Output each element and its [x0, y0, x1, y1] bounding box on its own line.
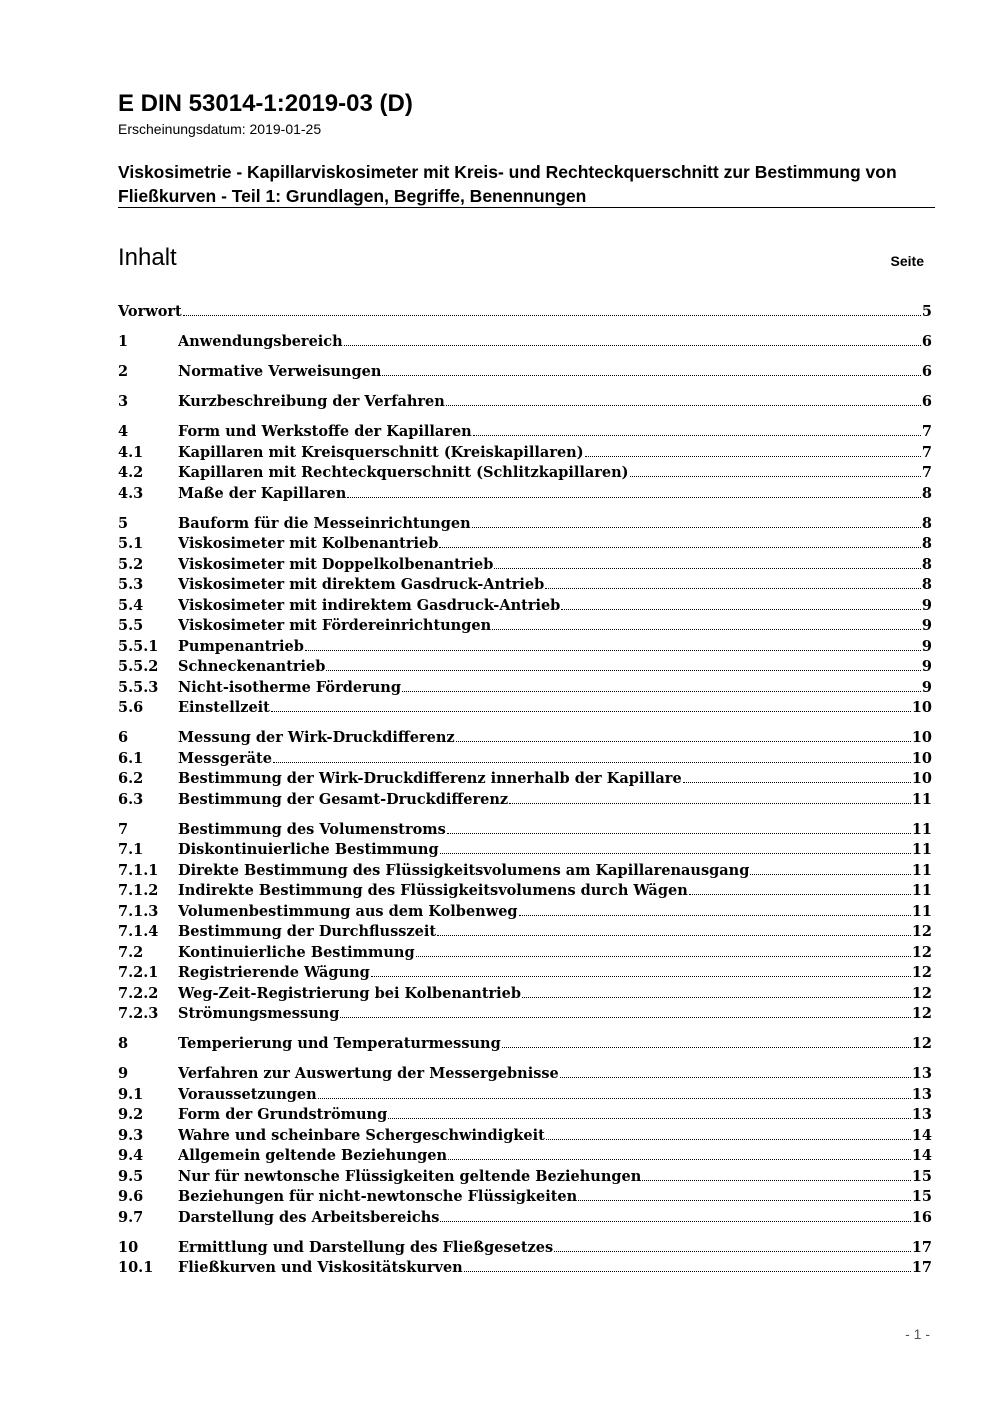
toc-entry[interactable]	[118, 1004, 932, 1025]
toc-entry-number: 9	[118, 1065, 129, 1082]
toc-entry-page: 9	[921, 617, 932, 634]
toc-entry-title: Temperierung und Temperaturmessung	[178, 1035, 501, 1052]
toc-group	[118, 392, 932, 413]
toc-group	[118, 422, 932, 504]
toc-dot-leader	[448, 1159, 911, 1160]
toc-dot-leader	[439, 547, 921, 548]
toc-entry-title: Strömungsmessung	[178, 1005, 340, 1022]
toc-entry-page: 14	[911, 1147, 932, 1164]
toc-group	[118, 362, 932, 383]
toc-entry-page: 12	[911, 1035, 932, 1052]
toc-entry-page: 13	[911, 1085, 932, 1103]
toc-dot-leader	[371, 976, 911, 977]
toc-dot-leader	[464, 1271, 911, 1272]
toc-dot-leader	[519, 915, 911, 916]
toc-entry-title: Wahre und scheinbare Schergeschwindigkeit	[178, 1126, 545, 1144]
toc-entry[interactable]	[118, 922, 932, 943]
toc-entry[interactable]	[118, 1146, 932, 1167]
toc-dot-leader	[388, 1118, 911, 1119]
toc-entry[interactable]	[118, 1126, 932, 1147]
toc-dot-leader	[750, 874, 910, 875]
toc-group	[118, 332, 932, 353]
toc-entry-number: Vorwort	[118, 303, 182, 320]
table-of-contents	[118, 302, 932, 1288]
toc-dot-leader	[344, 345, 921, 346]
toc-entry[interactable]	[118, 422, 932, 443]
toc-entry[interactable]	[118, 463, 932, 484]
toc-entry-number: 6.1	[118, 749, 144, 767]
toc-entry-title: Direkte Bestimmung des Flüssigkeitsvolumens am Kapillarenausgang	[178, 861, 750, 879]
toc-entry-title: Form und Werkstoffe der Kapillaren	[178, 423, 472, 440]
toc-entry-number: 6	[118, 729, 129, 746]
toc-dot-leader	[447, 833, 911, 834]
toc-group	[118, 1064, 932, 1228]
toc-dot-leader	[318, 1098, 911, 1099]
toc-entry-title: Kurzbeschreibung der Verfahren	[178, 393, 445, 410]
toc-entry-number: 7.1.3	[118, 902, 159, 920]
toc-entry-title: Viskosimeter mit direktem Gasdruck-Antrieb	[178, 576, 545, 593]
toc-entry-number: 4	[118, 423, 129, 440]
toc-entry-page: 12	[911, 923, 932, 940]
toc-entry[interactable]	[118, 637, 932, 658]
toc-entry[interactable]	[118, 769, 932, 790]
toc-entry-title: Bestimmung des Volumenstroms	[178, 820, 446, 838]
toc-entry[interactable]	[118, 392, 932, 413]
toc-entry-number: 4.3	[118, 484, 144, 502]
toc-entry-title: Voraussetzungen	[178, 1085, 317, 1103]
toc-dot-leader	[416, 956, 911, 957]
toc-entry-title: Viskosimeter mit Doppelkolbenantrieb	[178, 555, 494, 573]
toc-entry-title: Indirekte Bestimmung des Flüssigkeitsvolumens durch Wägen	[178, 882, 688, 899]
toc-entry[interactable]	[118, 596, 932, 617]
toc-entry-number: 7.2.1	[118, 964, 159, 981]
toc-entry[interactable]	[118, 302, 932, 323]
toc-entry-page: 12	[911, 984, 932, 1002]
toc-entry-page: 8	[921, 535, 932, 552]
toc-entry-number: 7.1.1	[118, 861, 159, 879]
toc-entry-page: 11	[911, 820, 932, 838]
toc-entry-page: 8	[921, 514, 932, 532]
toc-entry-title: Bestimmung der Gesamt-Druckdifferenz	[178, 790, 509, 808]
toc-entry-title: Kapillaren mit Kreisquerschnitt (Kreiskapillaren)	[178, 443, 584, 461]
toc-dot-leader	[522, 997, 911, 998]
toc-entry-number: 9.5	[118, 1167, 144, 1185]
toc-entry[interactable]	[118, 1187, 932, 1208]
toc-entry-title: Normative Verweisungen	[178, 363, 382, 380]
toc-dot-leader	[492, 629, 921, 630]
toc-entry-page: 11	[911, 882, 932, 899]
toc-entry[interactable]	[118, 728, 932, 749]
toc-entry[interactable]	[118, 1208, 932, 1229]
toc-entry[interactable]	[118, 698, 932, 719]
toc-entry-title: Kontinuierliche Bestimmung	[178, 943, 415, 961]
toc-entry-page: 8	[921, 555, 932, 573]
toc-dot-leader	[402, 691, 921, 692]
toc-entry-page: 11	[911, 790, 932, 808]
toc-entry[interactable]	[118, 881, 932, 902]
toc-entry-page: 16	[911, 1208, 932, 1226]
toc-entry[interactable]	[118, 362, 932, 383]
toc-entry-number: 7.2.3	[118, 1005, 159, 1022]
toc-entry-number: 5.5	[118, 617, 144, 634]
toc-entry-number: 9.3	[118, 1126, 144, 1144]
toc-entry-title: Kapillaren mit Rechteckquerschnitt (Schlitzkapillaren)	[178, 464, 629, 481]
toc-entry[interactable]	[118, 534, 932, 555]
toc-entry-page: 6	[921, 393, 932, 410]
toc-entry-page: 13	[911, 1065, 932, 1082]
toc-dot-leader	[472, 527, 921, 528]
toc-entry-title: Nicht-isotherme Förderung	[178, 678, 401, 696]
toc-entry-number: 10.1	[118, 1259, 154, 1276]
document-id: E DIN 53014-1:2019-03 (D)	[118, 90, 413, 117]
toc-entry-page: 15	[911, 1167, 932, 1185]
toc-dot-leader	[546, 1139, 911, 1140]
toc-entry[interactable]	[118, 963, 932, 984]
toc-dot-leader	[502, 1047, 911, 1048]
toc-dot-leader	[440, 853, 911, 854]
toc-entry-title: Pumpenantrieb	[178, 637, 304, 655]
toc-group	[118, 514, 932, 719]
toc-entry-number: 9.7	[118, 1208, 144, 1226]
toc-dot-leader	[642, 1180, 911, 1181]
toc-entry-title: Form der Grundströmung	[178, 1106, 388, 1123]
page-number: - 1 -	[905, 1326, 930, 1342]
title-divider	[118, 207, 935, 208]
toc-entry-title: Nur für newtonsche Flüssigkeiten geltende Beziehungen	[178, 1167, 642, 1185]
publication-date: Erscheinungsdatum: 2019-01-25	[118, 121, 322, 137]
toc-entry-number: 5.5.1	[118, 637, 159, 655]
toc-entry-page: 12	[911, 1005, 932, 1022]
toc-entry-page: 11	[911, 841, 932, 858]
toc-dot-leader	[305, 650, 921, 651]
toc-entry-number: 5.6	[118, 699, 144, 716]
toc-entry-page: 15	[911, 1188, 932, 1205]
toc-entry-title: Einstellzeit	[178, 699, 270, 716]
toc-entry[interactable]	[118, 984, 932, 1005]
toc-dot-leader	[347, 497, 921, 498]
toc-entry-page: 7	[921, 464, 932, 481]
toc-entry[interactable]	[118, 840, 932, 861]
toc-entry-page: 10	[911, 770, 932, 787]
toc-entry-page: 10	[911, 749, 932, 767]
toc-entry-number: 8	[118, 1035, 129, 1052]
toc-entry[interactable]	[118, 1105, 932, 1126]
toc-entry[interactable]	[118, 1167, 932, 1188]
toc-entry[interactable]	[118, 943, 932, 964]
toc-dot-leader	[545, 588, 921, 589]
toc-entry-page: 17	[911, 1259, 932, 1276]
toc-entry-number: 7.2.2	[118, 984, 159, 1002]
toc-entry-title: Fließkurven und Viskositätskurven	[178, 1259, 463, 1276]
toc-entry-title: Bestimmung der Wirk-Druckdifferenz innerhalb der Kapillare	[178, 770, 682, 787]
toc-entry-number: 5.5.2	[118, 658, 159, 675]
toc-entry-number: 4.2	[118, 464, 144, 481]
toc-entry-page: 14	[911, 1126, 932, 1144]
toc-entry[interactable]	[118, 484, 932, 505]
toc-entry-number: 7	[118, 820, 129, 838]
toc-entry-page: 10	[911, 729, 932, 746]
toc-entry-title: Maße der Kapillaren	[178, 484, 347, 502]
toc-dot-leader	[437, 935, 911, 936]
toc-group	[118, 728, 932, 810]
toc-entry[interactable]	[118, 1238, 932, 1259]
toc-page-column-label: Seite	[890, 253, 924, 269]
toc-entry[interactable]	[118, 514, 932, 535]
toc-dot-leader	[446, 405, 921, 406]
document-title: Viskosimetrie - Kapillarviskosimeter mit Kreis- und Rechteckquerschnitt zur Bestimmung von Fließkurven - Teil 1: Grundlagen, Begriffe, Benennungen	[118, 162, 897, 206]
toc-entry-title: Viskosimeter mit Fördereinrichtungen	[178, 617, 492, 634]
toc-entry-title: Darstellung des Arbeitsbereichs	[178, 1208, 440, 1226]
toc-dot-leader	[554, 1251, 911, 1252]
toc-entry-number: 6.3	[118, 790, 144, 808]
toc-group	[118, 302, 932, 323]
toc-entry-page: 7	[921, 443, 932, 461]
toc-dot-leader	[494, 568, 921, 569]
toc-entry[interactable]	[118, 902, 932, 923]
toc-entry-title: Viskosimeter mit indirektem Gasdruck-Antrieb	[178, 596, 561, 614]
toc-dot-leader	[683, 782, 911, 783]
toc-entry-number: 6.2	[118, 770, 144, 787]
toc-entry-title: Bestimmung der Durchflusszeit	[178, 923, 437, 940]
toc-entry-page: 9	[921, 596, 932, 614]
toc-dot-leader	[630, 476, 921, 477]
toc-entry-number: 7.1.4	[118, 923, 159, 940]
toc-entry[interactable]	[118, 1258, 932, 1279]
toc-dot-leader	[509, 803, 911, 804]
toc-entry-number: 7.2	[118, 943, 144, 961]
toc-dot-leader	[273, 762, 911, 763]
toc-entry-page: 5	[921, 303, 932, 320]
toc-entry-number: 1	[118, 333, 129, 350]
toc-entry[interactable]	[118, 749, 932, 770]
toc-entry-title: Messung der Wirk-Druckdifferenz	[178, 729, 455, 746]
toc-entry-number: 3	[118, 393, 129, 410]
toc-entry-title: Viskosimeter mit Kolbenantrieb	[178, 535, 439, 552]
toc-entry-number: 2	[118, 363, 129, 380]
toc-dot-leader	[183, 315, 921, 316]
toc-entry-title: Registrierende Wägung	[178, 964, 370, 981]
toc-entry-page: 11	[911, 861, 932, 879]
toc-entry-title: Bauform für die Messeinrichtungen	[178, 514, 471, 532]
toc-dot-leader	[689, 894, 911, 895]
toc-entry[interactable]	[118, 443, 932, 464]
toc-entry-page: 7	[921, 423, 932, 440]
toc-entry[interactable]	[118, 1064, 932, 1085]
toc-entry[interactable]	[118, 790, 932, 811]
toc-entry-title: Volumenbestimmung aus dem Kolbenweg	[178, 902, 518, 920]
toc-entry-page: 12	[911, 943, 932, 961]
toc-entry-number: 5.1	[118, 535, 144, 552]
toc-entry[interactable]	[118, 332, 932, 353]
toc-entry-page: 11	[911, 902, 932, 920]
toc-dot-leader	[473, 435, 921, 436]
toc-dot-leader	[560, 1077, 911, 1078]
toc-entry[interactable]	[118, 575, 932, 596]
toc-entry-title: Diskontinuierliche Bestimmung	[178, 841, 439, 858]
toc-entry-number: 9.4	[118, 1147, 144, 1164]
toc-entry[interactable]	[118, 616, 932, 637]
toc-entry[interactable]	[118, 1085, 932, 1106]
toc-dot-leader	[578, 1200, 911, 1201]
toc-entry-number: 5.3	[118, 576, 144, 593]
toc-entry-title: Messgeräte	[178, 749, 272, 767]
toc-group	[118, 820, 932, 1025]
toc-entry-number: 4.1	[118, 443, 144, 461]
toc-entry-title: Ermittlung und Darstellung des Fließgesetzes	[178, 1238, 554, 1256]
toc-entry[interactable]	[118, 555, 932, 576]
toc-dot-leader	[456, 741, 911, 742]
toc-dot-leader	[326, 670, 921, 671]
toc-entry-title: Beziehungen für nicht-newtonsche Flüssigkeiten	[178, 1188, 578, 1205]
toc-entry-title: Allgemein geltende Beziehungen	[178, 1147, 448, 1164]
toc-entry-title: Verfahren zur Auswertung der Messergebnisse	[178, 1065, 559, 1082]
toc-dot-leader	[585, 456, 921, 457]
toc-entry[interactable]	[118, 820, 932, 841]
toc-group	[118, 1238, 932, 1279]
toc-entry-title: Anwendungsbereich	[178, 333, 343, 350]
toc-dot-leader	[340, 1017, 910, 1018]
toc-entry-number: 7.1.2	[118, 882, 159, 899]
toc-entry-number: 9.6	[118, 1188, 144, 1205]
toc-entry-page: 6	[921, 363, 932, 380]
toc-dot-leader	[440, 1221, 910, 1222]
toc-entry-number: 7.1	[118, 841, 144, 858]
toc-entry-page: 9	[921, 678, 932, 696]
toc-entry[interactable]	[118, 861, 932, 882]
toc-entry-title: Weg-Zeit-Registrierung bei Kolbenantrieb	[178, 984, 522, 1002]
toc-entry[interactable]	[118, 657, 932, 678]
toc-entry-page: 8	[921, 576, 932, 593]
toc-entry-number: 5	[118, 514, 129, 532]
toc-entry-page: 9	[921, 637, 932, 655]
toc-entry-page: 10	[911, 699, 932, 716]
toc-entry-page: 13	[911, 1106, 932, 1123]
toc-entry-number: 10	[118, 1238, 139, 1256]
toc-group	[118, 1034, 932, 1055]
toc-dot-leader	[561, 609, 921, 610]
toc-entry-number: 9.2	[118, 1106, 144, 1123]
toc-entry-page: 17	[911, 1238, 932, 1256]
toc-entry-number: 5.4	[118, 596, 144, 614]
toc-entry-page: 6	[921, 333, 932, 350]
toc-entry[interactable]	[118, 678, 932, 699]
toc-heading: Inhalt	[118, 244, 177, 271]
toc-entry-page: 12	[911, 964, 932, 981]
toc-entry-page: 9	[921, 658, 932, 675]
toc-dot-leader	[271, 711, 911, 712]
toc-entry-number: 5.2	[118, 555, 144, 573]
toc-entry-page: 8	[921, 484, 932, 502]
toc-entry-title: Schneckenantrieb	[178, 658, 326, 675]
toc-entry-number: 5.5.3	[118, 678, 159, 696]
toc-entry-number: 9.1	[118, 1085, 144, 1103]
toc-dot-leader	[382, 375, 921, 376]
toc-entry[interactable]	[118, 1034, 932, 1055]
